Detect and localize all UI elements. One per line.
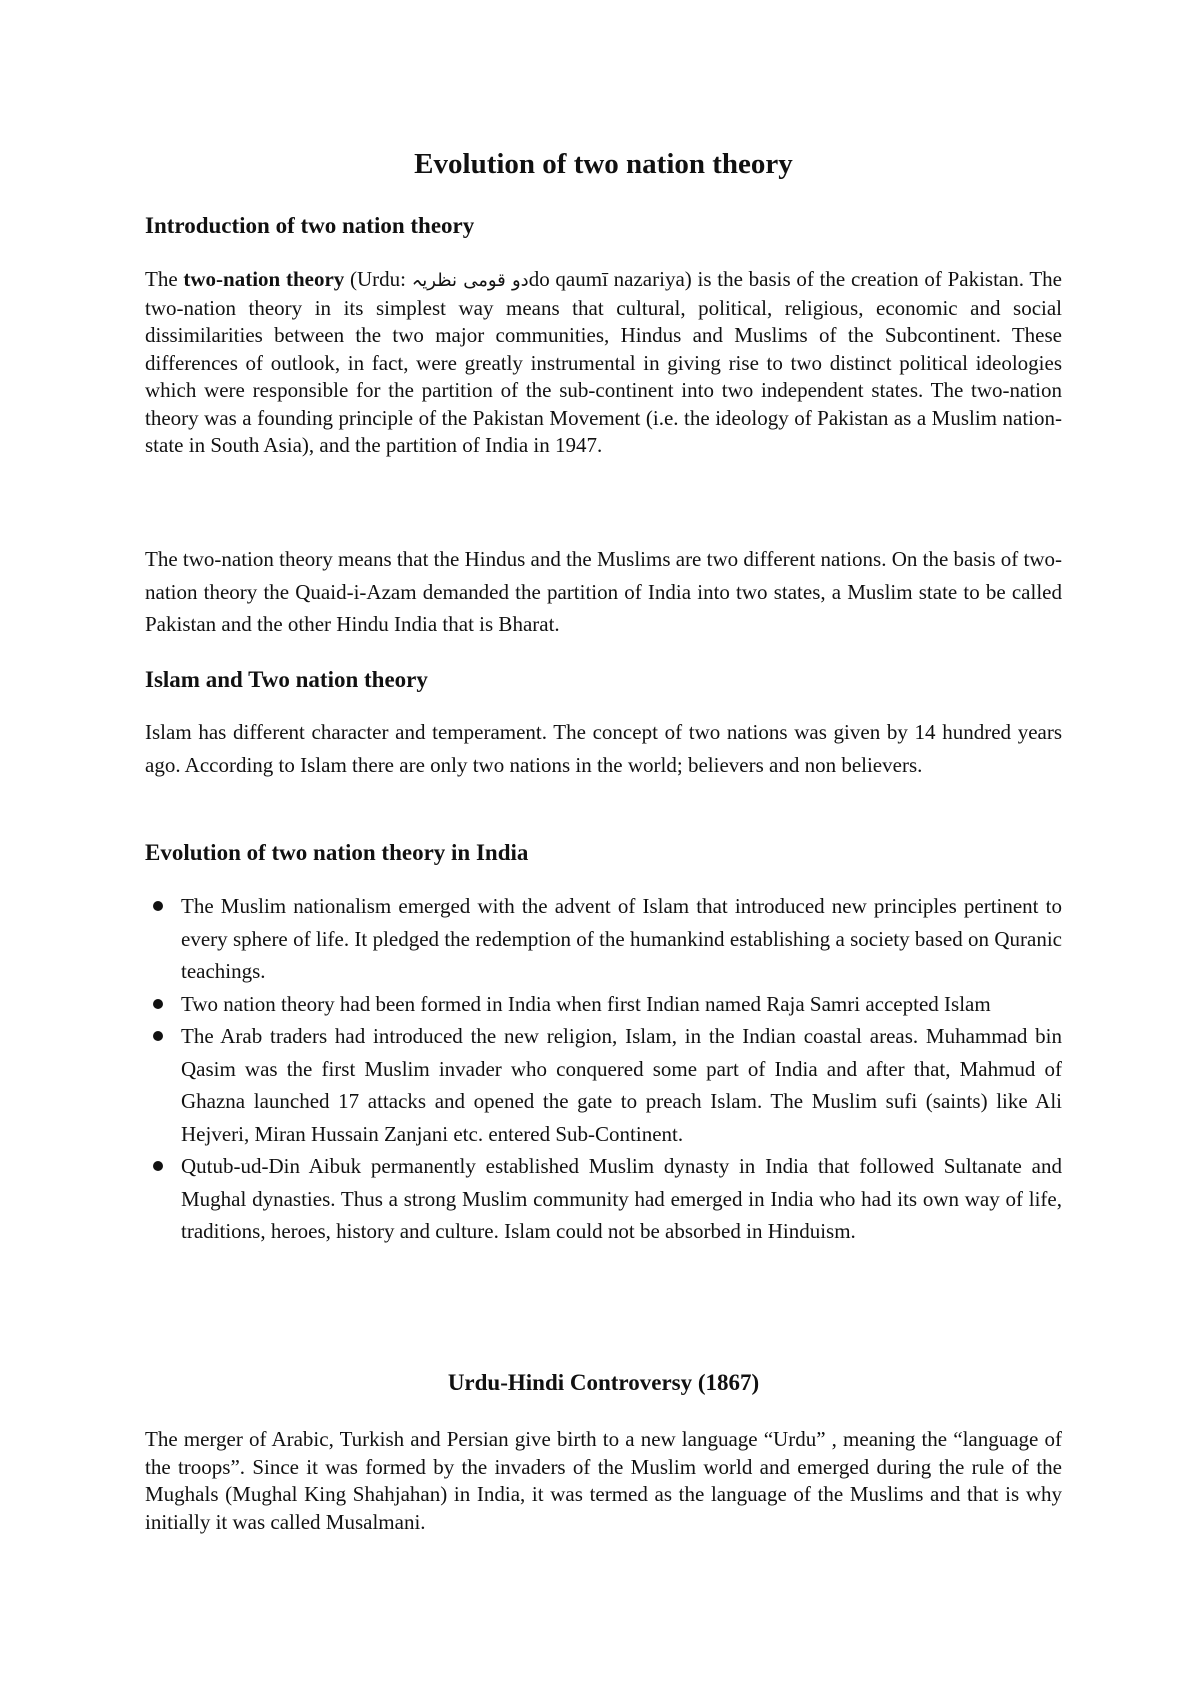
section-heading-urdu-hindi: Urdu-Hindi Controversy (1867) xyxy=(447,1370,760,1395)
bullet-item xyxy=(145,1150,1062,1248)
two-nation-theory-term: two-nation theory xyxy=(183,267,345,291)
intro-paragraph-2: The two-nation theory means that the Hindus and the Muslims are two different nations. On the basis of two-nation theory the Quaid-i-Azam demanded the partition of India into two states, a Muslim state to be called Pakistan and the other Hindu India that is Bharat. xyxy=(145,547,1063,636)
intro-paragraph-1 xyxy=(145,266,1062,460)
urdu-hindi-paragraph: The merger of Arabic, Turkish and Persian give birth to a new language “Urdu” , meaning the “language of the troops”. Since it was formed by the invaders of the Muslim world and emerged during the rule of the Mughals (Mughal King Shahjahan) in India, it was termed as the language of the Muslims and that is why initially it was called Musalmani. xyxy=(145,1427,1062,1534)
intro-urdu-open: (Urdu: xyxy=(344,267,412,291)
bullet-item xyxy=(145,1020,1062,1150)
intro-body-text: do qaumī nazariya) is the basis of the creation of Pakistan. The two-nation theory in its simplest way means that cultural, political, religious, economic and social dissimilarities between the two major communities, Hindus and Muslims of the Subcontinent. These differences of outlook, in fact, were greatly instrumental in giving rise to two distinct political ideologies which were responsible for the partition of the sub-continent into two independent states. The two-nation theory was a founding principle of the Pakistan Movement (i.e. the ideology of Pakistan as a Muslim nation-state in South Asia), and the partition of India in 1947. xyxy=(145,267,1062,457)
bullet-dot-icon xyxy=(153,999,163,1009)
urdu-script-text: دو قومی نظریہ xyxy=(411,270,529,291)
bullet-dot-icon xyxy=(153,1031,163,1041)
bullet-item xyxy=(145,988,1062,1021)
intro-lead-text: The xyxy=(145,267,184,291)
bullet-text: The Arab traders had introduced the new religion, Islam, in the Indian coastal areas. Muhammad bin Qasim was the first Muslim invader who conquered some part of India and after that, Mahmud of Ghazna launched 17 attacks and opened the gate to preach Islam. The Muslim sufi (saints) like Ali Hejveri, Miran Hussain Zanjani etc. entered Sub-Continent. xyxy=(181,1024,1062,1146)
bullet-item xyxy=(145,890,1062,988)
bullet-dot-icon xyxy=(153,1161,163,1171)
section-heading-islam: Islam and Two nation theory xyxy=(145,667,428,692)
document-title: Evolution of two nation theory xyxy=(414,148,793,180)
bullet-text: The Muslim nationalism emerged with the advent of Islam that introduced new principles pertinent to every sphere of life. It pledged the redemption of the humankind establishing a society based on Quranic teachings. xyxy=(181,894,1062,983)
section-heading-introduction: Introduction of two nation theory xyxy=(145,213,475,238)
bullet-text: Two nation theory had been formed in India when first Indian named Raja Samri accepted Islam xyxy=(181,991,991,1016)
section-heading-evolution-india: Evolution of two nation theory in India xyxy=(145,840,529,865)
bullet-dot-icon xyxy=(153,901,163,911)
evolution-bullet-list xyxy=(145,890,1062,1248)
bullet-text: Qutub-ud-Din Aibuk permanently established Muslim dynasty in India that followed Sultanate and Mughal dynasties. Thus a strong Muslim community had emerged in India who had its own way of life, traditions, heroes, history and culture. Islam could not be absorbed in Hinduism. xyxy=(181,1154,1062,1243)
islam-paragraph: Islam has different character and temperament. The concept of two nations was given by 14 hundred years ago. According to Islam there are only two nations in the world; believers and non believers. xyxy=(145,720,1062,777)
